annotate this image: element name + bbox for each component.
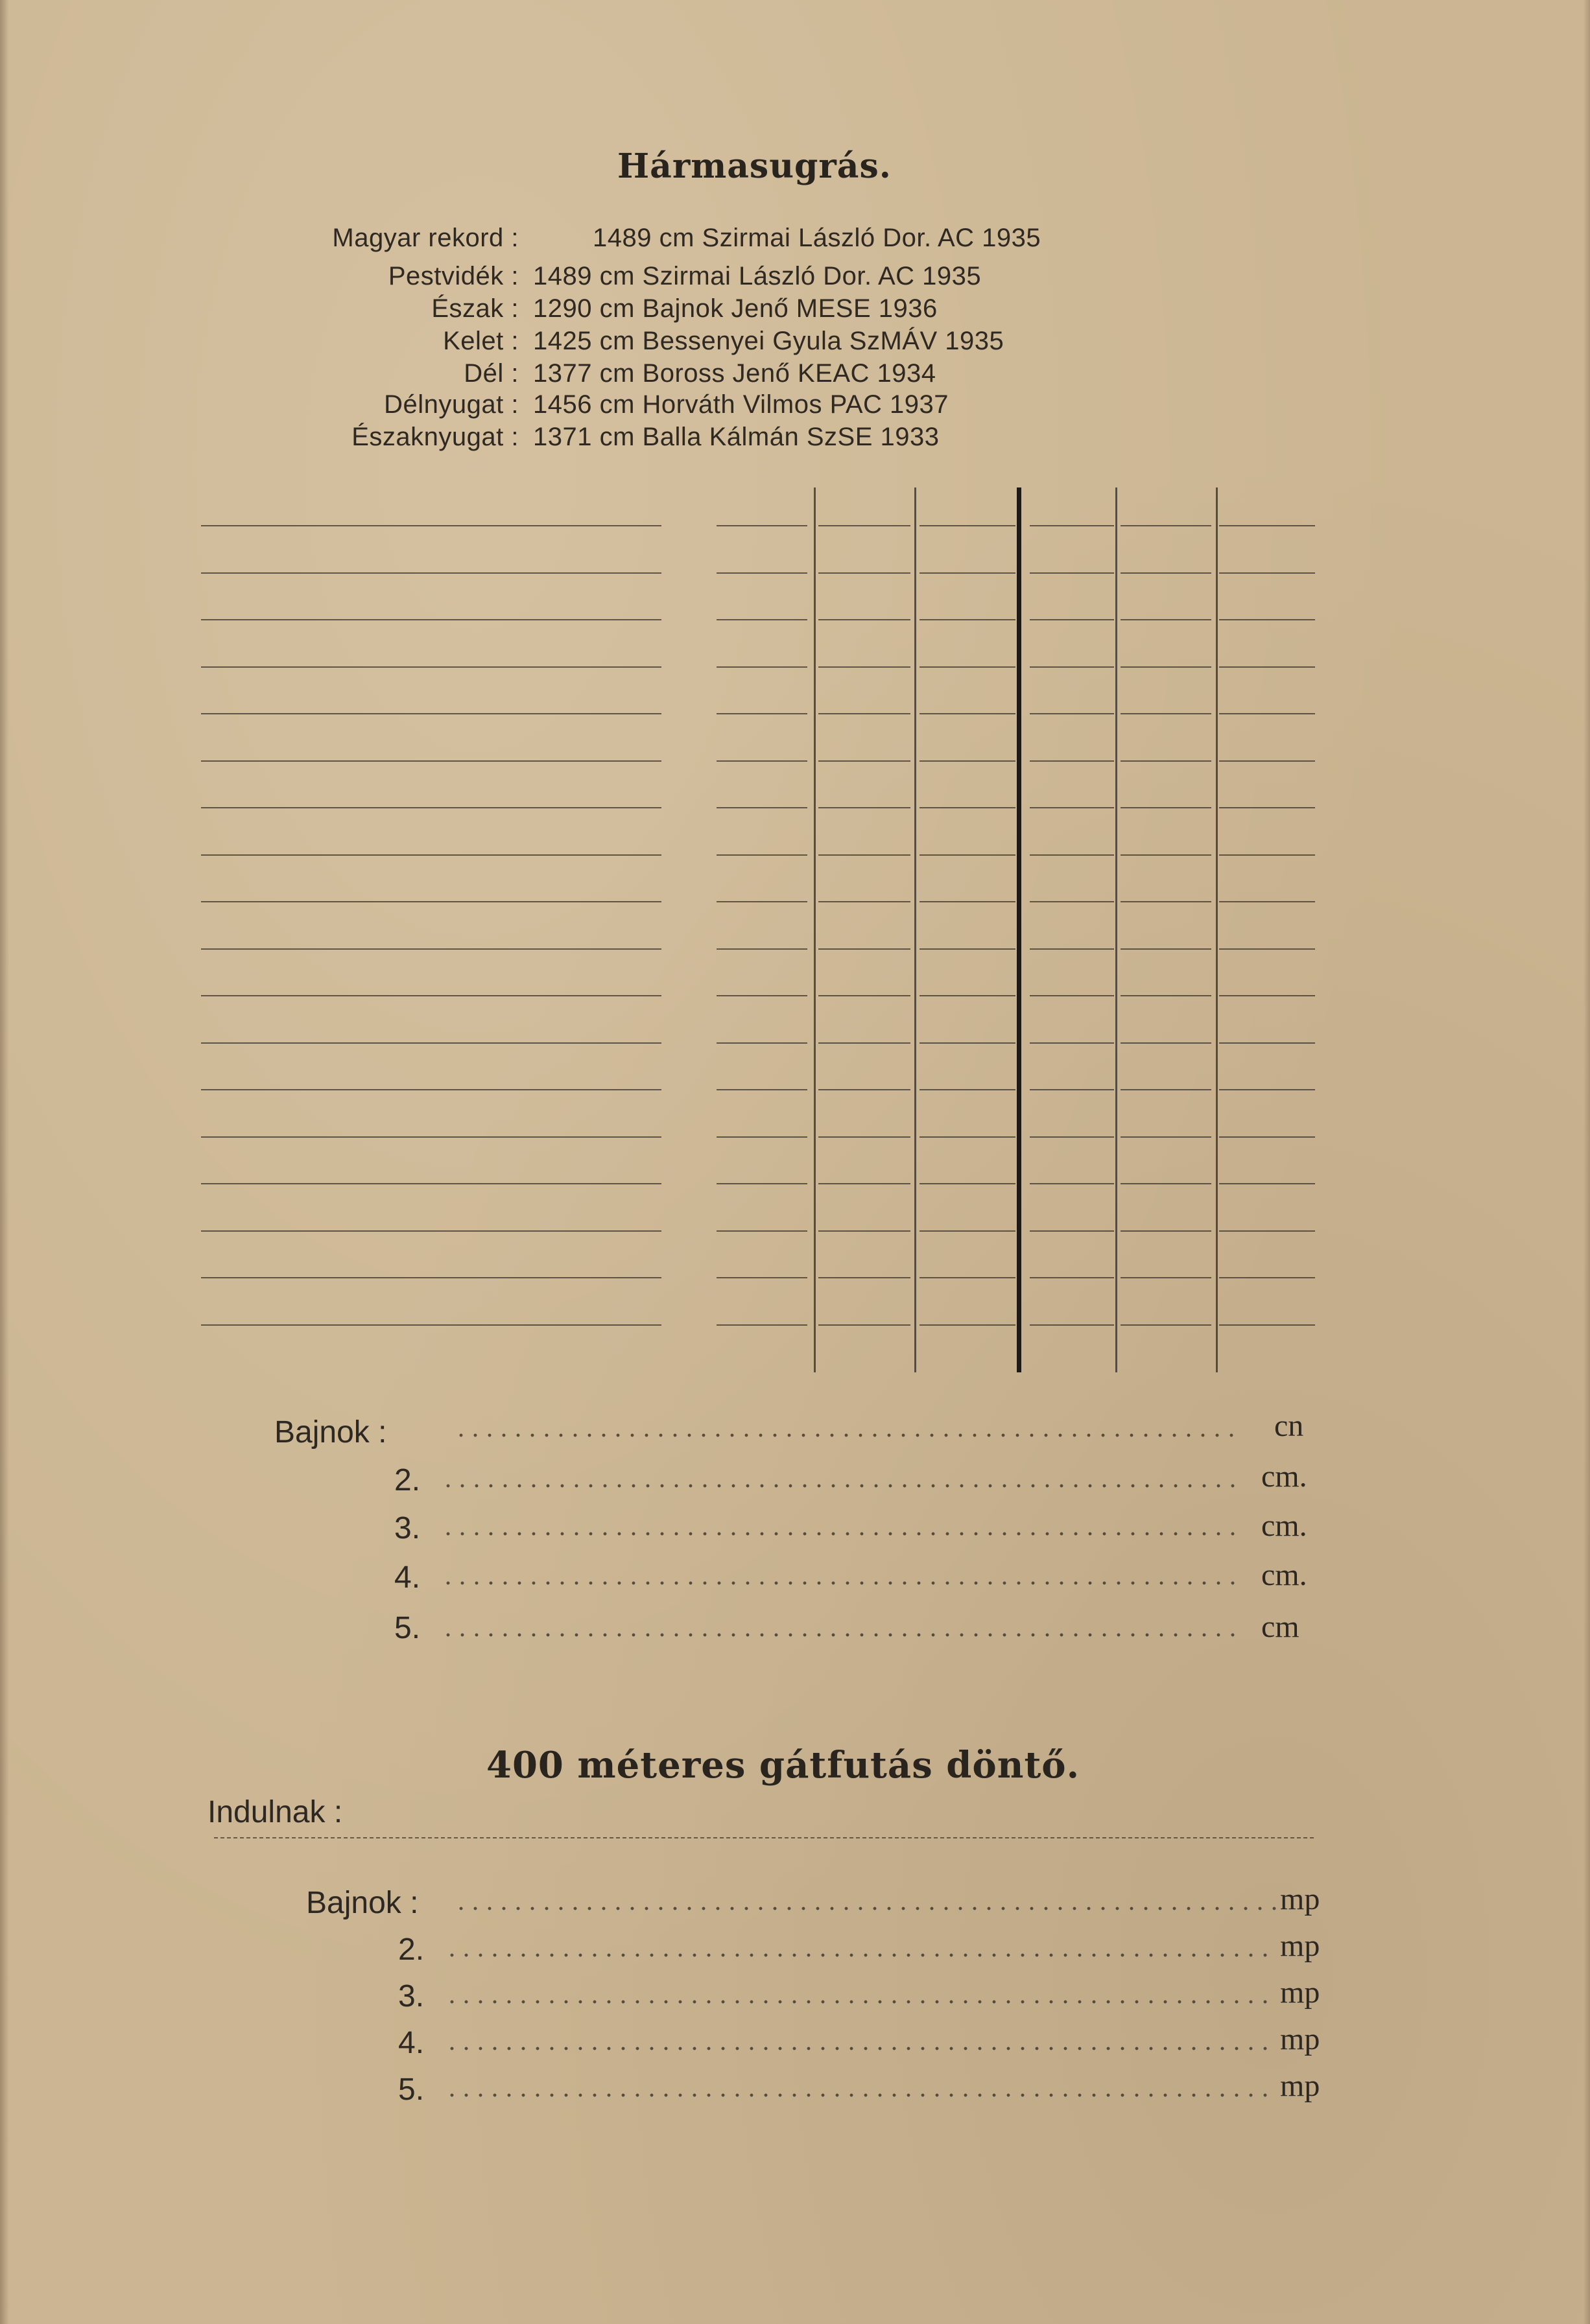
starters-line [214,1837,1316,1838]
grid-rule [1030,1324,1114,1326]
grid-rule [1219,948,1315,950]
grid-rule [1030,1089,1114,1090]
result-place: 4. [394,1560,421,1595]
grid-rule [1219,666,1315,668]
grid-rule [920,948,1015,950]
grid-rule [201,948,661,950]
grid-rule [1121,1230,1211,1232]
grid-rule [1030,1042,1114,1044]
grid-rule [818,1324,910,1326]
grid-rule [920,1042,1015,1044]
record-label: Kelet : [443,327,519,355]
grid-rule [1219,1042,1315,1044]
result-dotted-line [445,1999,1277,2004]
record-value: 1290 cm Bajnok Jenő MESE 1936 [533,294,938,323]
grid-rule [920,1277,1015,1278]
result-place: 4. [398,2026,425,2060]
grid-rule [717,713,807,714]
grid-rule [717,807,807,808]
grid-rule [1030,572,1114,574]
grid-rule [1219,854,1315,856]
grid-rule [201,901,661,902]
grid-rule [1219,619,1315,620]
grid-rule [1121,948,1211,950]
grid-rule [920,1183,1015,1184]
result-unit: cm. [1261,1459,1307,1494]
result-place: 2. [394,1463,421,1497]
grid-rule [1121,713,1211,714]
grid-rule [1219,901,1315,902]
grid-rule [1219,1324,1315,1326]
grid-rule [1121,854,1211,856]
record-value: 1489 cm Szirmai László Dor. AC 1935 [533,262,982,290]
result-dotted-line [445,2046,1277,2051]
grid-rule [1030,666,1114,668]
grid-divider-thick [1017,487,1021,1372]
result-place: Bajnok : [274,1415,387,1450]
result-dotted-line [441,1580,1239,1586]
grid-rule [818,713,910,714]
grid-rule [1121,1089,1211,1090]
result-dotted-line [441,1632,1239,1637]
result-unit: mp [1280,1975,1320,2010]
grid-rule [201,1089,661,1090]
grid-rule [920,854,1015,856]
grid-rule [201,1324,661,1326]
grid-rule [201,619,661,620]
record-label: Észak : [431,294,519,323]
grid-rule [201,713,661,714]
triple-jump-title: Hármasugrás. [617,147,892,186]
grid-rule [920,713,1015,714]
grid-rule [1219,713,1315,714]
grid-rule [1030,1277,1114,1278]
grid-rule [818,1277,910,1278]
grid-rule [818,854,910,856]
grid-rule [201,995,661,996]
grid-rule [717,995,807,996]
grid-rule [1219,995,1315,996]
result-dotted-line [454,1906,1277,1911]
grid-rule [1121,1183,1211,1184]
grid-rule [201,1277,661,1278]
grid-rule [920,666,1015,668]
grid-rule [818,1089,910,1090]
grid-rule [1219,572,1315,574]
grid-rule [201,572,661,574]
grid-rule [1121,666,1211,668]
result-place: 2. [398,1932,425,1967]
grid-rule [1121,807,1211,808]
result-place: 5. [394,1611,421,1645]
record-value: 1489 cm Szirmai László Dor. AC 1935 [593,224,1041,252]
grid-rule [201,760,661,762]
grid-rule [1121,572,1211,574]
grid-rule [1219,1089,1315,1090]
grid-rule [818,1136,910,1138]
result-unit: cn [1274,1409,1304,1443]
grid-rule [717,619,807,620]
grid-rule [1030,995,1114,996]
grid-rule [717,666,807,668]
grid-divider [1115,487,1117,1372]
grid-rule [201,854,661,856]
grid-rule [818,525,910,526]
grid-rule [717,1089,807,1090]
result-dotted-line [445,1953,1277,1958]
result-dotted-line [441,1531,1239,1536]
result-unit: cm. [1261,1508,1307,1543]
result-place: 3. [394,1511,421,1545]
grid-rule [1121,1042,1211,1044]
record-value: 1425 cm Bessenyei Gyula SzMÁV 1935 [533,327,1004,355]
record-label: Pestvidék : [388,262,519,290]
grid-rule [1030,1183,1114,1184]
grid-rule [920,901,1015,902]
grid-rule [717,1183,807,1184]
grid-rule [717,854,807,856]
grid-rule [717,1324,807,1326]
grid-rule [717,1230,807,1232]
grid-divider [914,487,916,1372]
grid-rule [920,1136,1015,1138]
grid-rule [818,1230,910,1232]
grid-rule [717,525,807,526]
grid-rule [1121,1136,1211,1138]
grid-rule [818,760,910,762]
starters-label: Indulnak : [208,1795,343,1829]
grid-rule [717,1277,807,1278]
grid-rule [1219,1277,1315,1278]
grid-rule [1030,1136,1114,1138]
result-dotted-line [445,2093,1277,2098]
grid-rule [1030,760,1114,762]
grid-rule [1030,807,1114,808]
grid-divider [1216,487,1218,1372]
result-dotted-line [454,1433,1239,1438]
grid-rule [1030,854,1114,856]
grid-rule [1030,1230,1114,1232]
grid-rule [1219,807,1315,808]
grid-rule [1219,1136,1315,1138]
grid-rule [920,619,1015,620]
grid-rule [920,525,1015,526]
grid-rule [1121,1277,1211,1278]
grid-rule [1219,1183,1315,1184]
grid-rule [920,1230,1015,1232]
record-label: Dél : [464,359,519,388]
grid-rule [201,807,661,808]
grid-rule [1030,713,1114,714]
result-unit: mp [1280,1929,1320,1963]
result-place: Bajnok : [306,1886,419,1920]
grid-rule [818,1183,910,1184]
grid-rule [717,760,807,762]
result-unit: mp [1280,1882,1320,1916]
grid-rule [818,901,910,902]
grid-rule [1030,619,1114,620]
grid-divider [814,487,816,1372]
grid-rule [1219,760,1315,762]
grid-rule [1121,525,1211,526]
grid-rule [818,572,910,574]
grid-rule [818,995,910,996]
record-value: 1377 cm Boross Jenő KEAC 1934 [533,359,936,388]
result-place: 3. [398,1979,425,2013]
grid-rule [818,948,910,950]
grid-rule [818,807,910,808]
grid-rule [1030,901,1114,902]
grid-rule [201,666,661,668]
grid-rule [201,1183,661,1184]
grid-rule [717,1136,807,1138]
grid-rule [818,666,910,668]
record-label: Délnyugat : [384,390,519,419]
grid-rule [1121,760,1211,762]
grid-rule [1030,525,1114,526]
grid-rule [717,1042,807,1044]
hurdles-title: 400 méteres gátfutás döntő. [486,1744,1080,1787]
grid-rule [1121,901,1211,902]
grid-rule [920,807,1015,808]
grid-rule [717,572,807,574]
grid-rule [1219,525,1315,526]
record-value: 1456 cm Horváth Vilmos PAC 1937 [533,390,949,419]
result-dotted-line [441,1483,1239,1488]
grid-rule [920,760,1015,762]
result-place: 5. [398,2072,425,2107]
grid-rule [201,1230,661,1232]
grid-rule [1121,619,1211,620]
grid-rule [201,1042,661,1044]
record-label: Északnyugat : [351,423,519,451]
grid-rule [201,1136,661,1138]
grid-rule [920,1324,1015,1326]
grid-rule [1219,1230,1315,1232]
grid-rule [201,525,661,526]
grid-rule [717,948,807,950]
grid-rule [1030,948,1114,950]
record-label: Magyar rekord : [332,224,519,252]
result-unit: mp [1280,2069,1320,2103]
grid-rule [1121,1324,1211,1326]
record-value: 1371 cm Balla Kálmán SzSE 1933 [533,423,940,451]
grid-rule [818,619,910,620]
result-unit: mp [1280,2022,1320,2056]
grid-rule [920,995,1015,996]
grid-rule [920,1089,1015,1090]
result-unit: cm [1261,1610,1299,1644]
grid-rule [818,1042,910,1044]
grid-rule [1121,995,1211,996]
grid-rule [717,901,807,902]
result-unit: cm. [1261,1558,1307,1592]
grid-rule [920,572,1015,574]
